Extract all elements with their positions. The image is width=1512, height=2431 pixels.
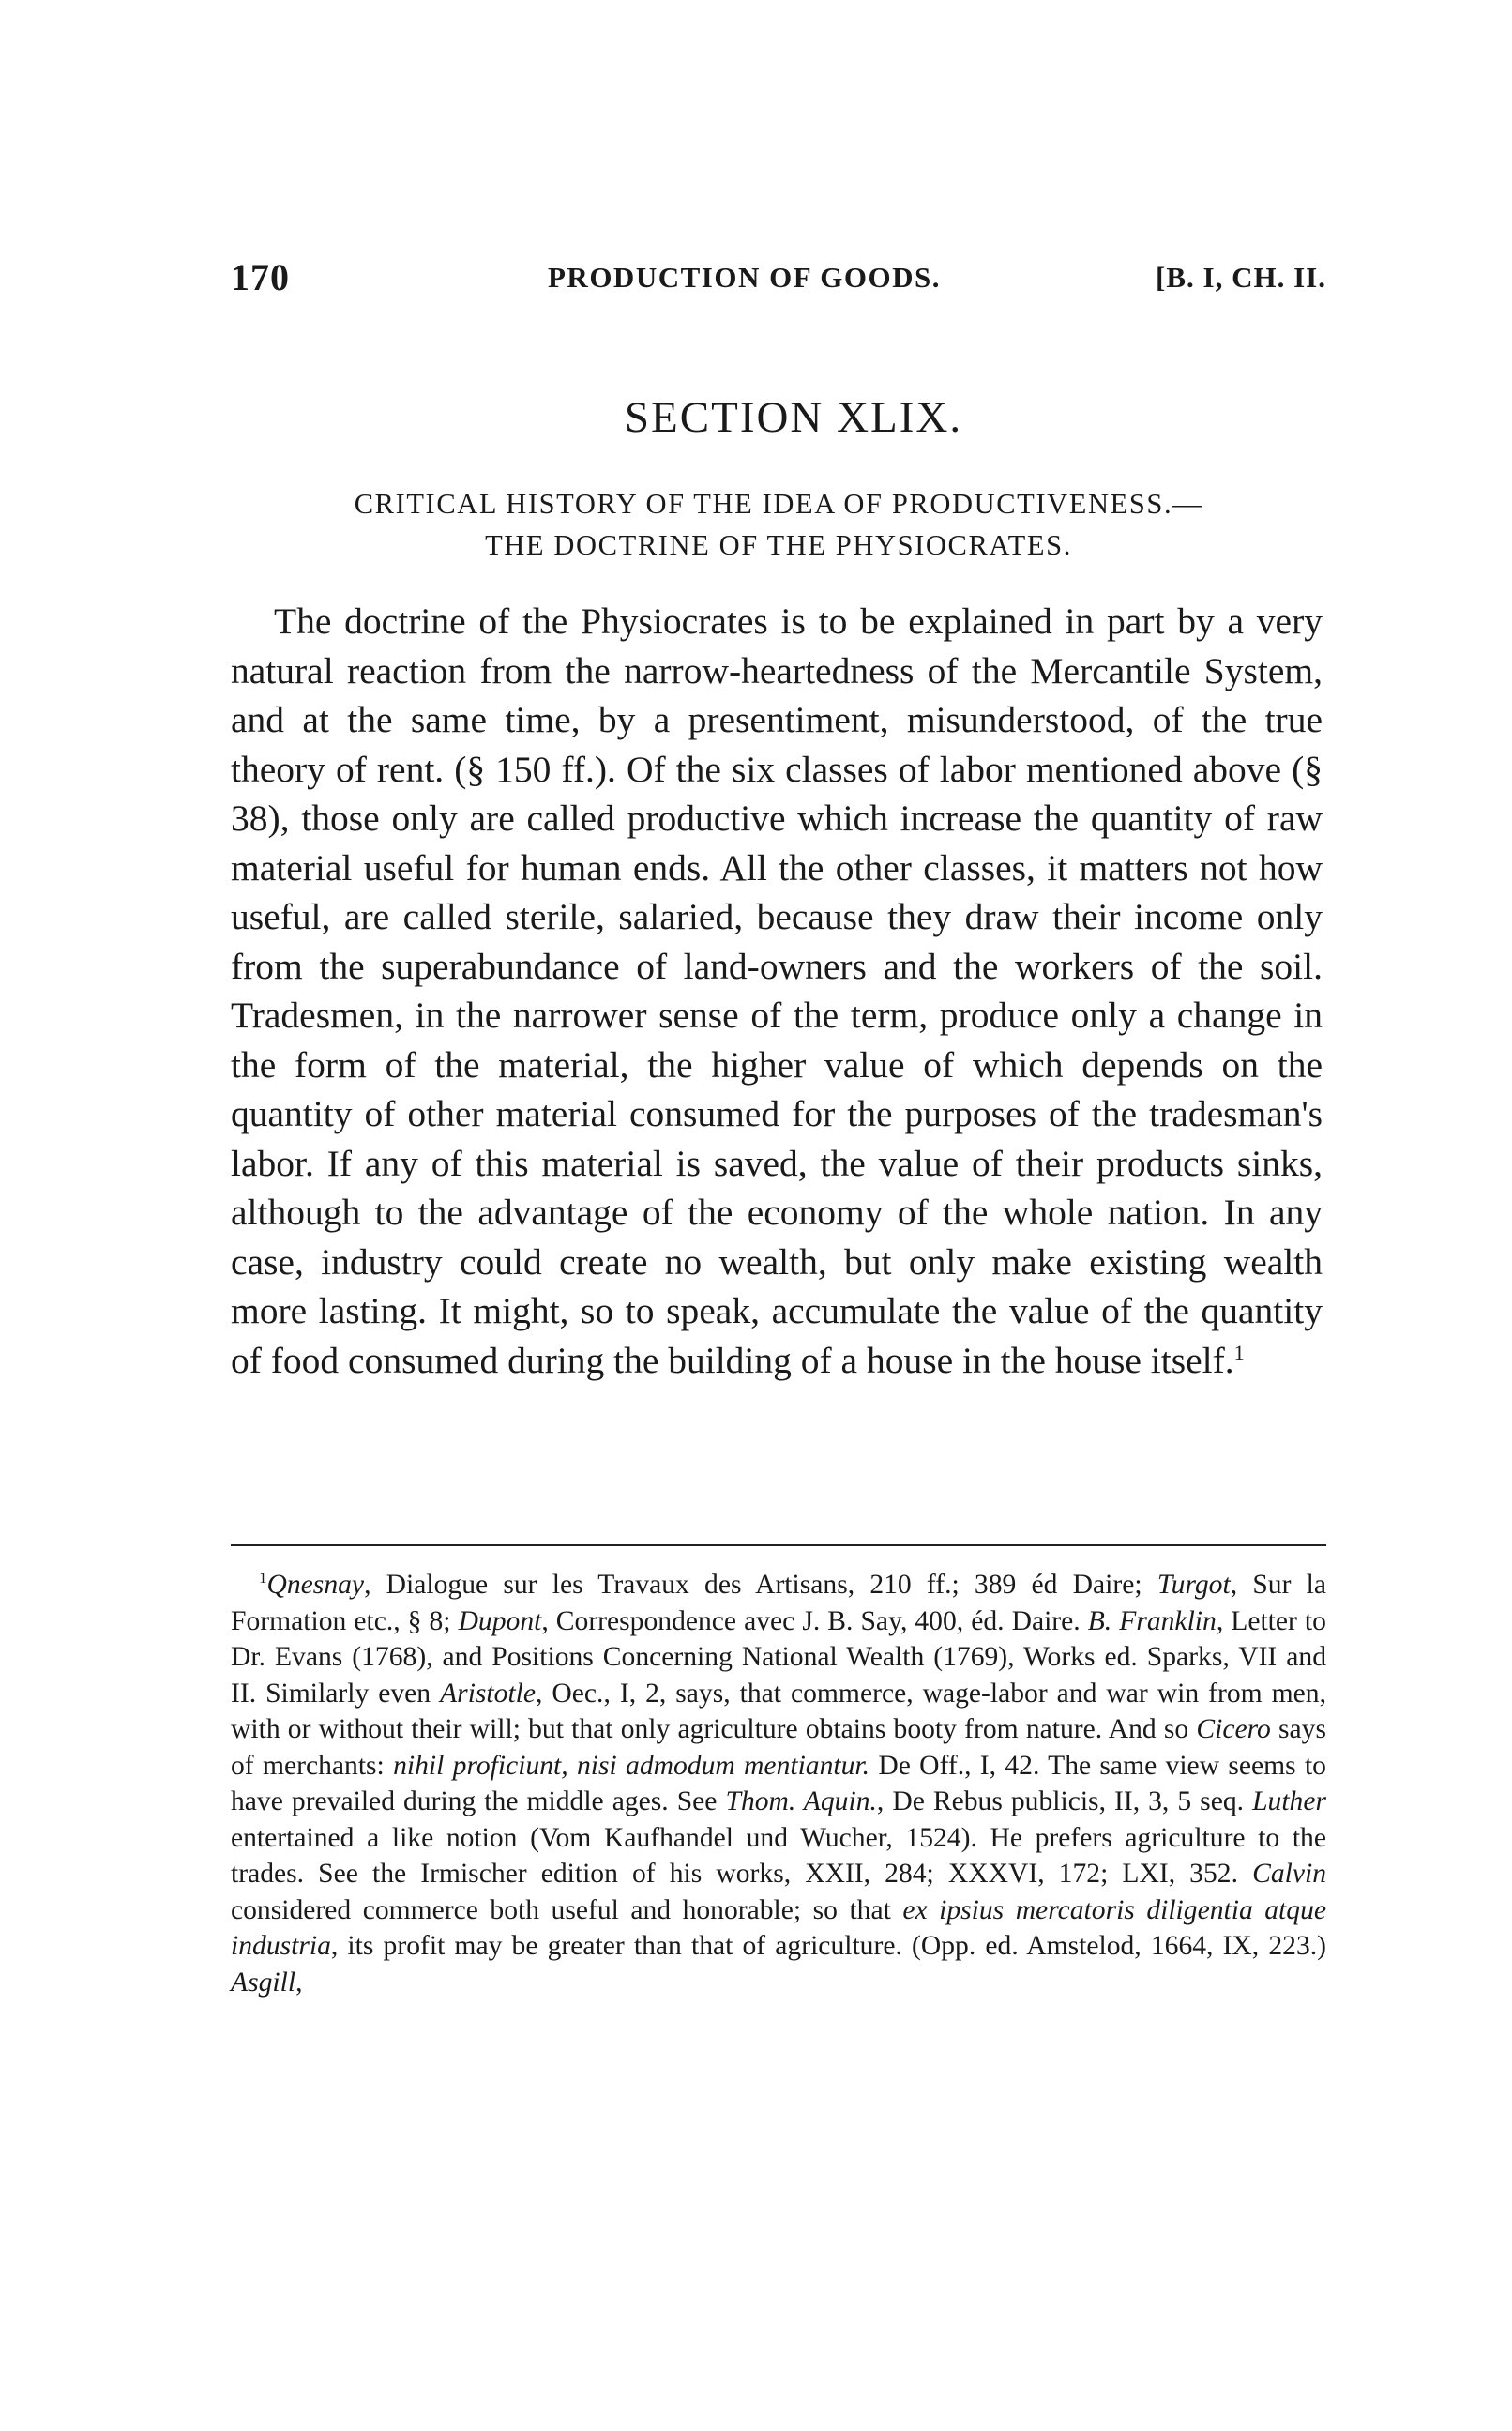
body-paragraph-text: The doctrine of the Physiocrates is to be explained in part by a very natural reaction from the narrow-heartedness of the Mercantile System, and at the same time, by a presentiment, misunderstood, of the true theory of rent. (§ 150 ff.). Of the six classes of labor mentioned above (§ 38), those only are called productive which increase the quantity of raw material useful for human ends. All the other classes, it matters not how useful, are called sterile, salaried, because they draw their income only from the superabundance of land-owners and the workers of the soil. Tradesmen, in the narrower sense of the term, produce only a change in the form of the material, the higher value of which depends on the quantity of other material consumed for the purposes of the tradesman's labor. If any of this material is saved, the value of their products sinks, although to the advantage of the economy of the whole nation. In any case, industry could create no wealth, but only make existing wealth more lasting. It might, so to speak, accumulate the value of the quantity of food consumed during the building of a house in the house itself. — [231, 600, 1323, 1381]
footnote-text-segment: De Off., I, 42. The same view seems to have prevailed during the middle ages. See — [231, 1750, 1326, 1816]
page-number: 170 — [231, 256, 290, 298]
footnote-italic-segment: Thom. Aquin. — [725, 1786, 877, 1816]
page-header — [231, 255, 1326, 302]
footnote-text-segment: , Letter to Dr. Evans (1768), and Positions Concerning National Wealth (1769), Works ed. Sparks, VII and II. Similarly even — [231, 1605, 1326, 1709]
subtitle-line-1: CRITICAL HISTORY OF THE IDEA OF PRODUCTIVENESS.— — [354, 488, 1203, 520]
book-chapter-reference: [B. I, CH. II. — [1156, 261, 1326, 294]
footnote-text-segment: considered commerce both useful and honorable; so that — [231, 1894, 903, 1925]
footnote-italic-segment: Dupont — [458, 1605, 542, 1636]
footnote-italic-segment: Luther — [1252, 1786, 1326, 1816]
footnote-text-segment: , Dialogue sur les Travaux des Artisans, 210 ff.; 389 éd Daire; — [364, 1570, 1157, 1600]
footnote-italic-segment: Asgill — [231, 1967, 296, 1998]
footnote-italic-segment: Cicero — [1196, 1714, 1271, 1744]
footnote-text-segment: , Sur la Formation etc., § 8; — [231, 1570, 1326, 1636]
body-paragraph — [231, 597, 1323, 1385]
subtitle-line-2: THE DOCTRINE OF THE PHYSIOCRATES. — [485, 529, 1072, 561]
footnote-text-segment: , Oec., I, 2, says, that commerce, wage-labor and war win from men, with or without their will; but that only agriculture obtains booty from nature. And so — [231, 1678, 1326, 1744]
footnote-italic-segment: Turgot — [1157, 1570, 1231, 1600]
footnote-reference: 1 — [1233, 1340, 1245, 1364]
section-subtitle — [225, 483, 1332, 566]
footnote-text-segment: , — [295, 1967, 303, 1998]
footnote-text-segment: says of merchants: — [231, 1714, 1326, 1781]
footnote-italic-segment: Calvin — [1252, 1859, 1326, 1889]
footnote-mark: 1 — [259, 1569, 267, 1588]
footnote-italic-segment: Aristotle — [440, 1678, 537, 1709]
footnote — [231, 1567, 1326, 2000]
footnote-text-segment: , De Rebus publicis, II, 3, 5 seq. — [876, 1786, 1253, 1816]
footnote-italic-segment: nihil proficiunt, nisi admodum mentiantur. — [393, 1750, 870, 1781]
footnote-italic-segment: Qnesnay — [266, 1570, 365, 1600]
footnote-text-segment: , its profit may be greater than that of agriculture. (Opp. ed. Amstelod, 1664, IX, 223.) — [330, 1931, 1326, 1961]
footnote-divider — [231, 1544, 1326, 1546]
footnote-text-segment: , Correspondence avec J. B. Say, 400, éd. Daire. — [541, 1605, 1088, 1636]
footnote-text-segment: entertained a like notion (Vom Kaufhandel und Wucher, 1524). He prefers agriculture to the trades. See the Irmischer edition of his works, XXII, 284; XXXVI, 172; LXI, 352. — [231, 1822, 1326, 1889]
footnote-italic-segment: ex ipsius mercatoris diligentia atque industria — [231, 1894, 1327, 1961]
footnote-italic-segment: B. Franklin — [1087, 1605, 1217, 1636]
section-heading: SECTION XLIX. — [624, 393, 963, 442]
running-title: PRODUCTION OF GOODS. — [548, 261, 941, 294]
